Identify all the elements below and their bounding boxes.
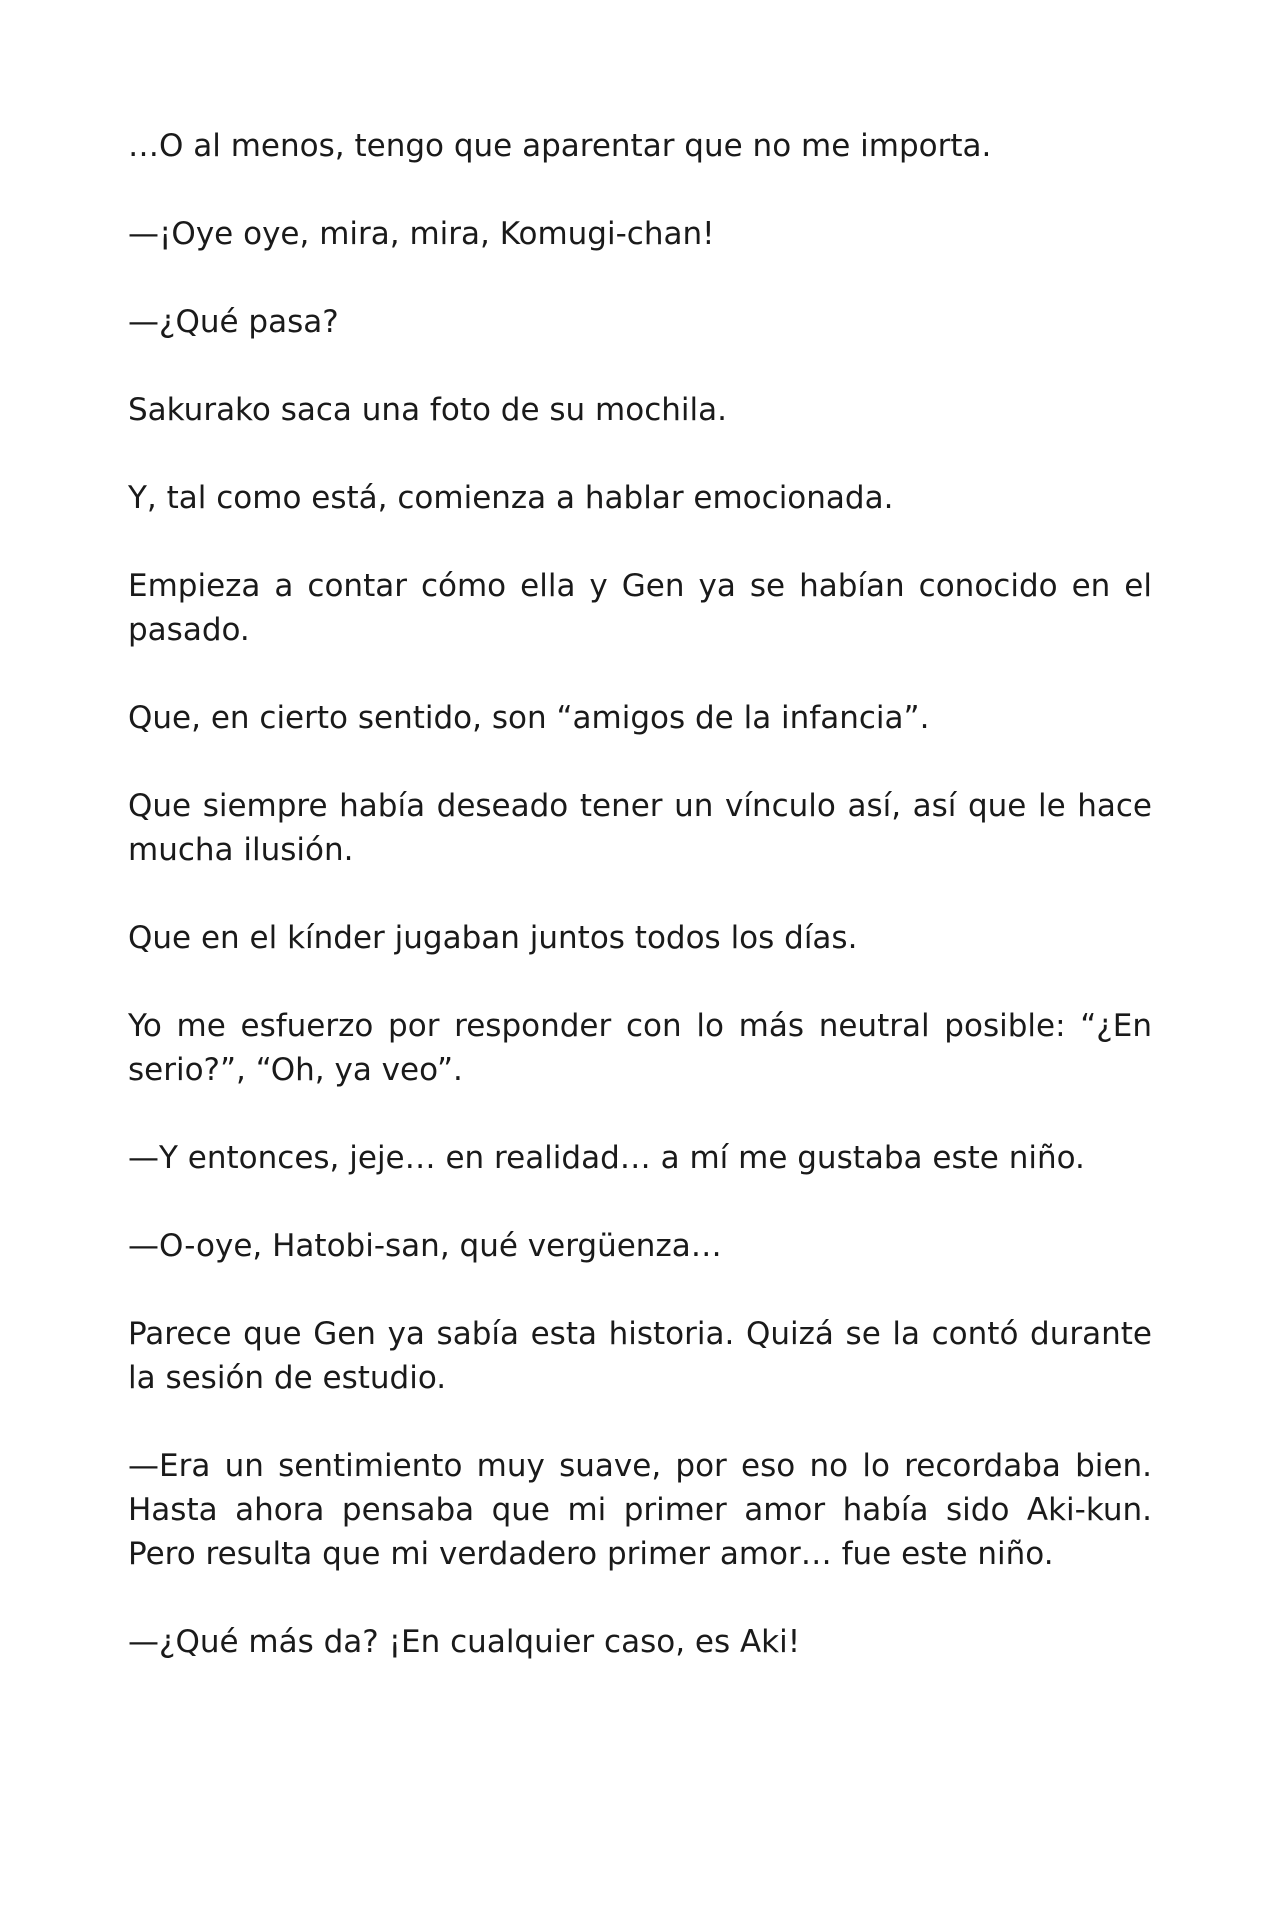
paragraph: —O-oye, Hatobi-san, qué vergüenza… (128, 1228, 722, 1264)
body-text (128, 124, 1152, 1664)
paragraph: Yo me esfuerzo por responder con lo más neutral posible: “¿En serio?”, “Oh, ya veo”. (128, 1008, 1152, 1088)
paragraph: —Era un sentimiento muy suave, por eso no lo recordaba bien. Hasta ahora pensaba que mi primer amor había sido Aki-kun. Pero resulta que mi verdadero primer amor… fue este niño. (128, 1448, 1152, 1572)
paragraph: —¿Qué pasa? (128, 304, 339, 340)
paragraph: —¿Qué más da? ¡En cualquier caso, es Aki! (128, 1624, 801, 1660)
paragraph: —¡Oye oye, mira, mira, Komugi-chan! (128, 216, 715, 252)
paragraph: Y, tal como está, comienza a hablar emocionada. (128, 480, 894, 516)
paragraph: Que en el kínder jugaban juntos todos los días. (128, 920, 858, 956)
paragraph: Empieza a contar cómo ella y Gen ya se habían conocido en el pasado. (128, 568, 1152, 648)
paragraph: Que, en cierto sentido, son “amigos de la infancia”. (128, 700, 930, 736)
paragraph: …O al menos, tengo que aparentar que no me importa. (128, 128, 992, 164)
paragraph: Parece que Gen ya sabía esta historia. Quizá se la contó durante la sesión de estudio. (128, 1316, 1152, 1396)
paragraph: Que siempre había deseado tener un vínculo así, así que le hace mucha ilusión. (128, 788, 1152, 868)
paragraph: Sakurako saca una foto de su mochila. (128, 392, 727, 428)
paragraph: —Y entonces, jeje… en realidad… a mí me gustaba este niño. (128, 1140, 1085, 1176)
